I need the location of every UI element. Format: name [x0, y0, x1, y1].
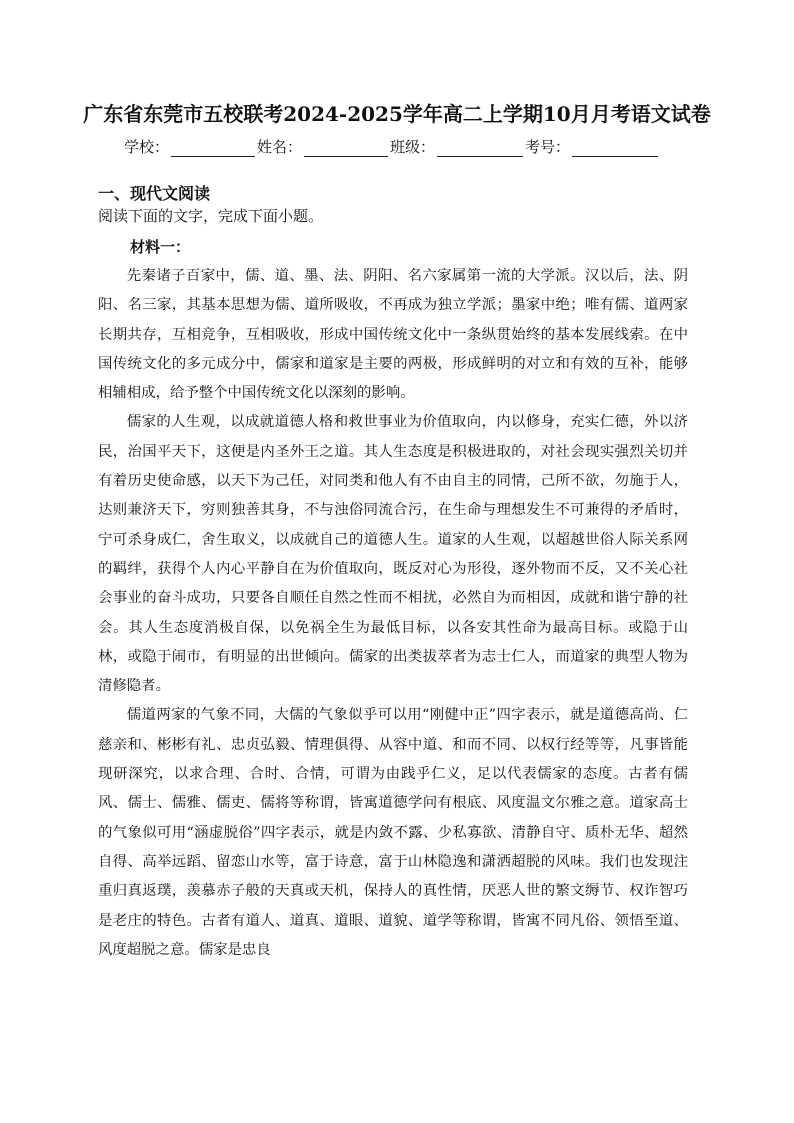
- passage-paragraph: 儒家的人生观，以成就道德人格和救世事业为价值取向，内以修身，充实仁德，外以济民，治国平天下，这便是内圣外王之道。其人生态度是积极进取的，对社会现实强烈关切并有着历史使命感，以天下为己任，对同类和他人有不由自主的同情，己所不欲，勿施于人，达则兼济天下，穷则独善其身，不与浊俗同流合污，在生命与理想发生不可兼得的矛盾时，宁可杀身成仁，舍生取义，以成就自己的道德人生。道家的人生观，以超越世俗人际关系网的羁绊，获得个人内心平静自在为价值取向，既反对心为形役，逐外物而不反，又不关心社会事业的奋斗成功，只要各自顺任自然之性而不相扰，必然自为而相因，成就和谐宁静的社会。其人生态度消极自保，以免祸全生为最低目标，以各安其性命为最高目标。或隐于山林，或隐于闹市，有明显的出世倾向。儒家的出类拔萃者为志士仁人，而道家的典型人物为清修隐者。: [98, 414, 688, 695]
- passage-body: [98, 262, 688, 965]
- passage-paragraph: 儒道两家的气象不同，大儒的气象似乎可以用“刚健中正”四字表示，就是道德高尚、仁慈亲和、彬彬有礼、忠贞弘毅、情理俱得、从容中道、和而不同、以权行经等等，凡事皆能现研深究，以求合理、合时、合情，可谓为由践乎仁义，足以代表儒家的态度。古者有儒风、儒士、儒雅、儒吏、儒将等称谓，皆寓道德学问有根底、风度温文尔雅之意。道家高士的气象似可用“涵虚脱俗”四字表示，就是内敛不露、少私寡欲、清静自守、质朴无华、超然自得、高举远蹈、留恋山水等，富于诗意，富于山林隐逸和潇洒超脱的风味。我们也发现注重归真返璞，羡慕赤子般的天真或天机，保持人的真性情，厌恶人世的繁文缛节、权诈智巧是老庄的特色。古者有道人、道真、道眼、道貌、道学等称谓，皆寓不同凡俗、领悟至道、风度超脱之意。儒家是忠良: [98, 707, 688, 958]
- exam-no-label: 考号：: [525, 138, 571, 156]
- exam-no-field[interactable]: [572, 138, 658, 157]
- document-title: 广东省东莞市五校联考2024-2025学年高二上学期10月月考语文试卷: [83, 102, 711, 126]
- school-field[interactable]: [171, 138, 255, 157]
- section-heading: 一、现代文阅读: [98, 184, 211, 203]
- class-label: 班级：: [390, 138, 436, 156]
- class-field[interactable]: [437, 138, 523, 157]
- material-label: 材料一：: [130, 238, 191, 256]
- reading-instruction: 阅读下面的文字，完成下面小题。: [98, 207, 324, 225]
- name-label: 姓名：: [257, 138, 303, 156]
- student-info-line: [124, 136, 660, 157]
- name-field[interactable]: [304, 138, 388, 157]
- school-label: 学校：: [124, 138, 170, 156]
- passage-paragraph: 先秦诸子百家中，儒、道、墨、法、阴阳、名六家属第一流的大学派。汉以后，法、阴阳、名三家，其基本思想为儒、道所吸收，不再成为独立学派；墨家中绝；唯有儒、道两家长期共存，互相竞争，互相吸收，形成中国传统文化中一条纵贯始终的基本发展线索。在中国传统文化的多元成分中，儒家和道家是主要的两极，形成鲜明的对立和有效的互补，能够相辅相成，给予整个中国传统文化以深刻的影响。: [98, 268, 688, 402]
